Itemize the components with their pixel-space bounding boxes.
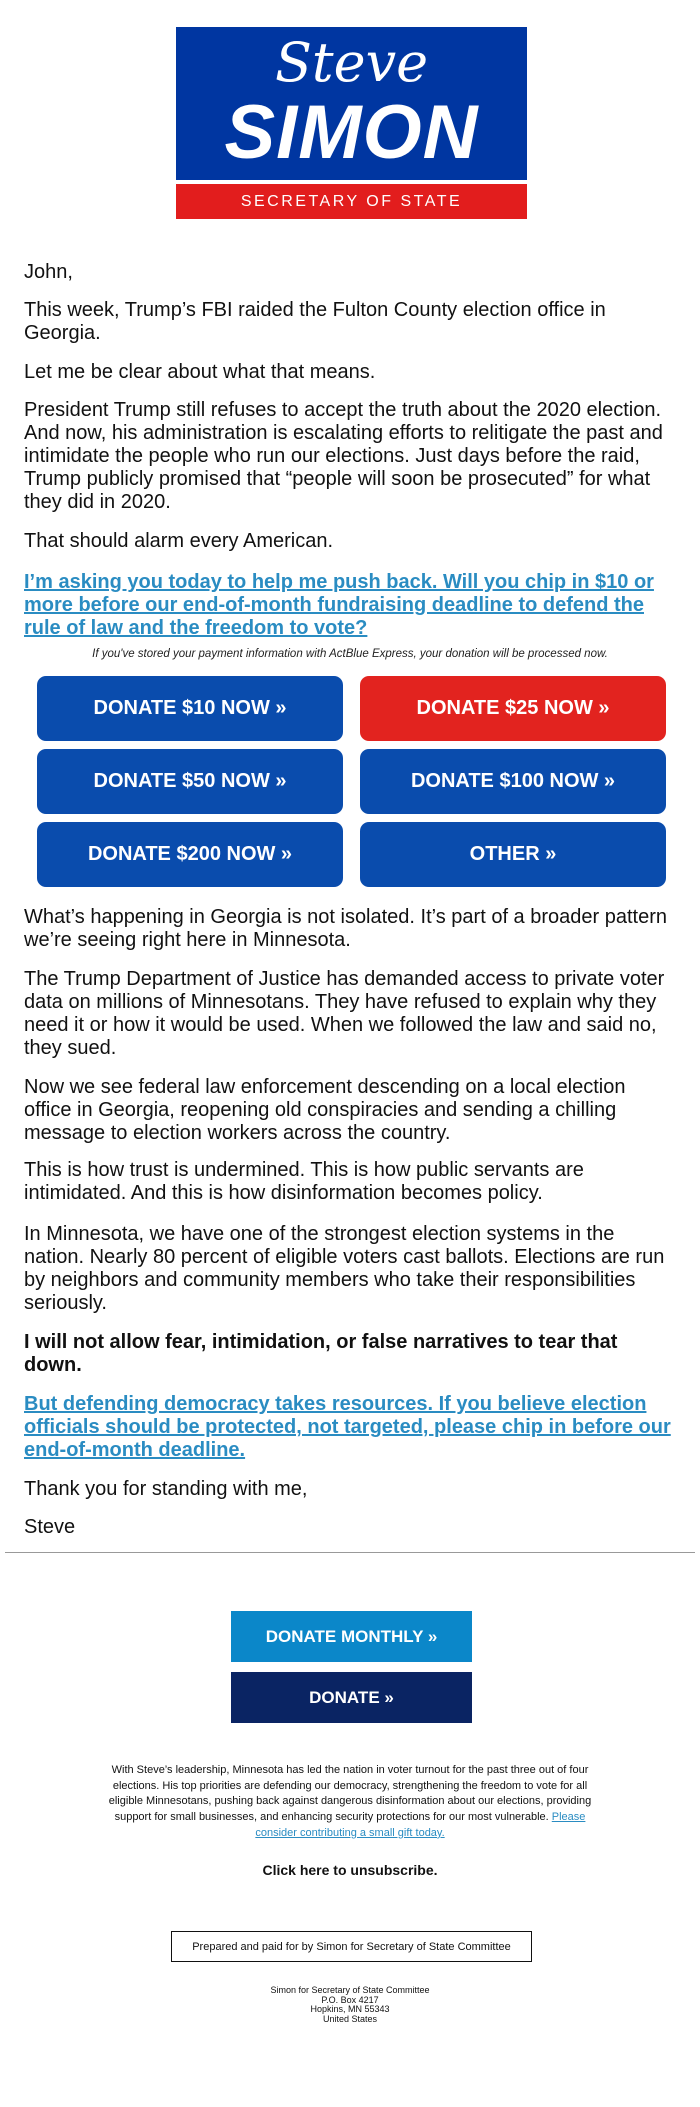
donate-monthly-button[interactable]: DONATE MONTHLY » bbox=[231, 1611, 472, 1662]
donate-other-button[interactable]: OTHER » bbox=[360, 822, 666, 887]
address-line: Hopkins, MN 55343 bbox=[310, 2004, 390, 2014]
closing: Thank you for standing with me, bbox=[24, 1478, 308, 1500]
paragraph: Let me be clear about what that means. bbox=[24, 361, 376, 383]
paragraph: In Minnesota, we have one of the strongest election systems in the nation. Nearly 80 percent of eligible voters cast ballots. Elections are run by neighbors and community members who take their responsibilities seriously. bbox=[24, 1223, 665, 1314]
paragraph: The Trump Department of Justice has demanded access to private voter data on millions of Minnesotans. They have refused to explain why they need it or how it would be used. When we followed the law and said no, they sued. bbox=[24, 968, 665, 1059]
address-line: United States bbox=[322, 2013, 378, 2024]
paragraph: President Trump still refuses to accept the truth about the 2020 election. And now, his administration is escalating efforts to relitigate the past and intimidate the people who run our elections. Just days before the raid, Trump publicly promised that “people will soon be prosecuted” for what they did in 2020. bbox=[24, 399, 663, 513]
donate-100-button[interactable]: DONATE $100 NOW » bbox=[360, 749, 666, 814]
mailing-address bbox=[0, 1986, 700, 2024]
donate-10-button[interactable]: DONATE $10 NOW » bbox=[37, 676, 343, 741]
paid-for-disclaimer: Prepared and paid for by Simon for Secretary of State Committee bbox=[171, 1931, 532, 1962]
donate-25-button[interactable]: DONATE $25 NOW » bbox=[360, 676, 666, 741]
footer-about-text: With Steve’s leadership, Minnesota has led the nation in voter turnout for the past three out of four elections. His top priorities are defending our democracy, strengthening the freedom to vote for all eligible Minnesotans, pushing back against dangerous disinformation about our elections, providing support for small businesses, and enhancing security protections for our most vulnerable. bbox=[108, 1764, 592, 1824]
paragraph: This is how trust is undermined. This is how public servants are intimidated. And this is how disinformation becomes policy. bbox=[24, 1159, 584, 1204]
address-line: Simon for Secretary of State Committee bbox=[270, 1985, 430, 1995]
logo-first-name: Steve bbox=[274, 31, 429, 94]
unsubscribe-link[interactable]: Click here to unsubscribe. bbox=[262, 1862, 438, 1878]
paragraph: Now we see federal law enforcement descending on a local election office in Georgia, reopening old conspiracies and sending a chilling message to election workers across the country. bbox=[24, 1076, 626, 1144]
paragraph: This week, Trump’s FBI raided the Fulton County election office in Georgia. bbox=[24, 299, 606, 344]
signature: Steve bbox=[24, 1516, 76, 1538]
small-gift-link[interactable]: Please consider contributing a small gift today. bbox=[255, 1811, 586, 1839]
paragraph: What’s happening in Georgia is not isolated. It’s part of a broader pattern we’re seeing right here in Minnesota. bbox=[24, 906, 667, 951]
donate-ask-link[interactable]: I’m asking you today to help me push back. Will you chip in $10 or more before our end-of-month fundraising deadline to defend the rule of law and the freedom to vote? bbox=[24, 571, 654, 639]
donate-button[interactable]: DONATE » bbox=[231, 1672, 472, 1723]
donate-50-button[interactable]: DONATE $50 NOW » bbox=[37, 749, 343, 814]
logo-tagline: SECRETARY OF STATE bbox=[176, 184, 527, 219]
footer-about bbox=[100, 1763, 600, 1842]
logo-name-panel bbox=[176, 27, 527, 180]
donate-200-button[interactable]: DONATE $200 NOW » bbox=[37, 822, 343, 887]
greeting: John, bbox=[24, 261, 73, 283]
address-line: P.O. Box 4217 bbox=[321, 1994, 379, 2005]
paragraph: That should alarm every American. bbox=[24, 530, 334, 552]
bold-statement: I will not allow fear, intimidation, or false narratives to tear that down. bbox=[24, 1331, 618, 1376]
donate-deadline-link[interactable]: But defending democracy takes resources. If you believe election officials should be protected, not targeted, please chip in before our end-of-month deadline. bbox=[24, 1393, 671, 1461]
divider bbox=[5, 1552, 695, 1553]
logo-last-name: SIMON bbox=[224, 90, 479, 175]
actblue-express-note: If you've stored your payment information with ActBlue Express, your donation will be processed now. bbox=[92, 648, 608, 660]
